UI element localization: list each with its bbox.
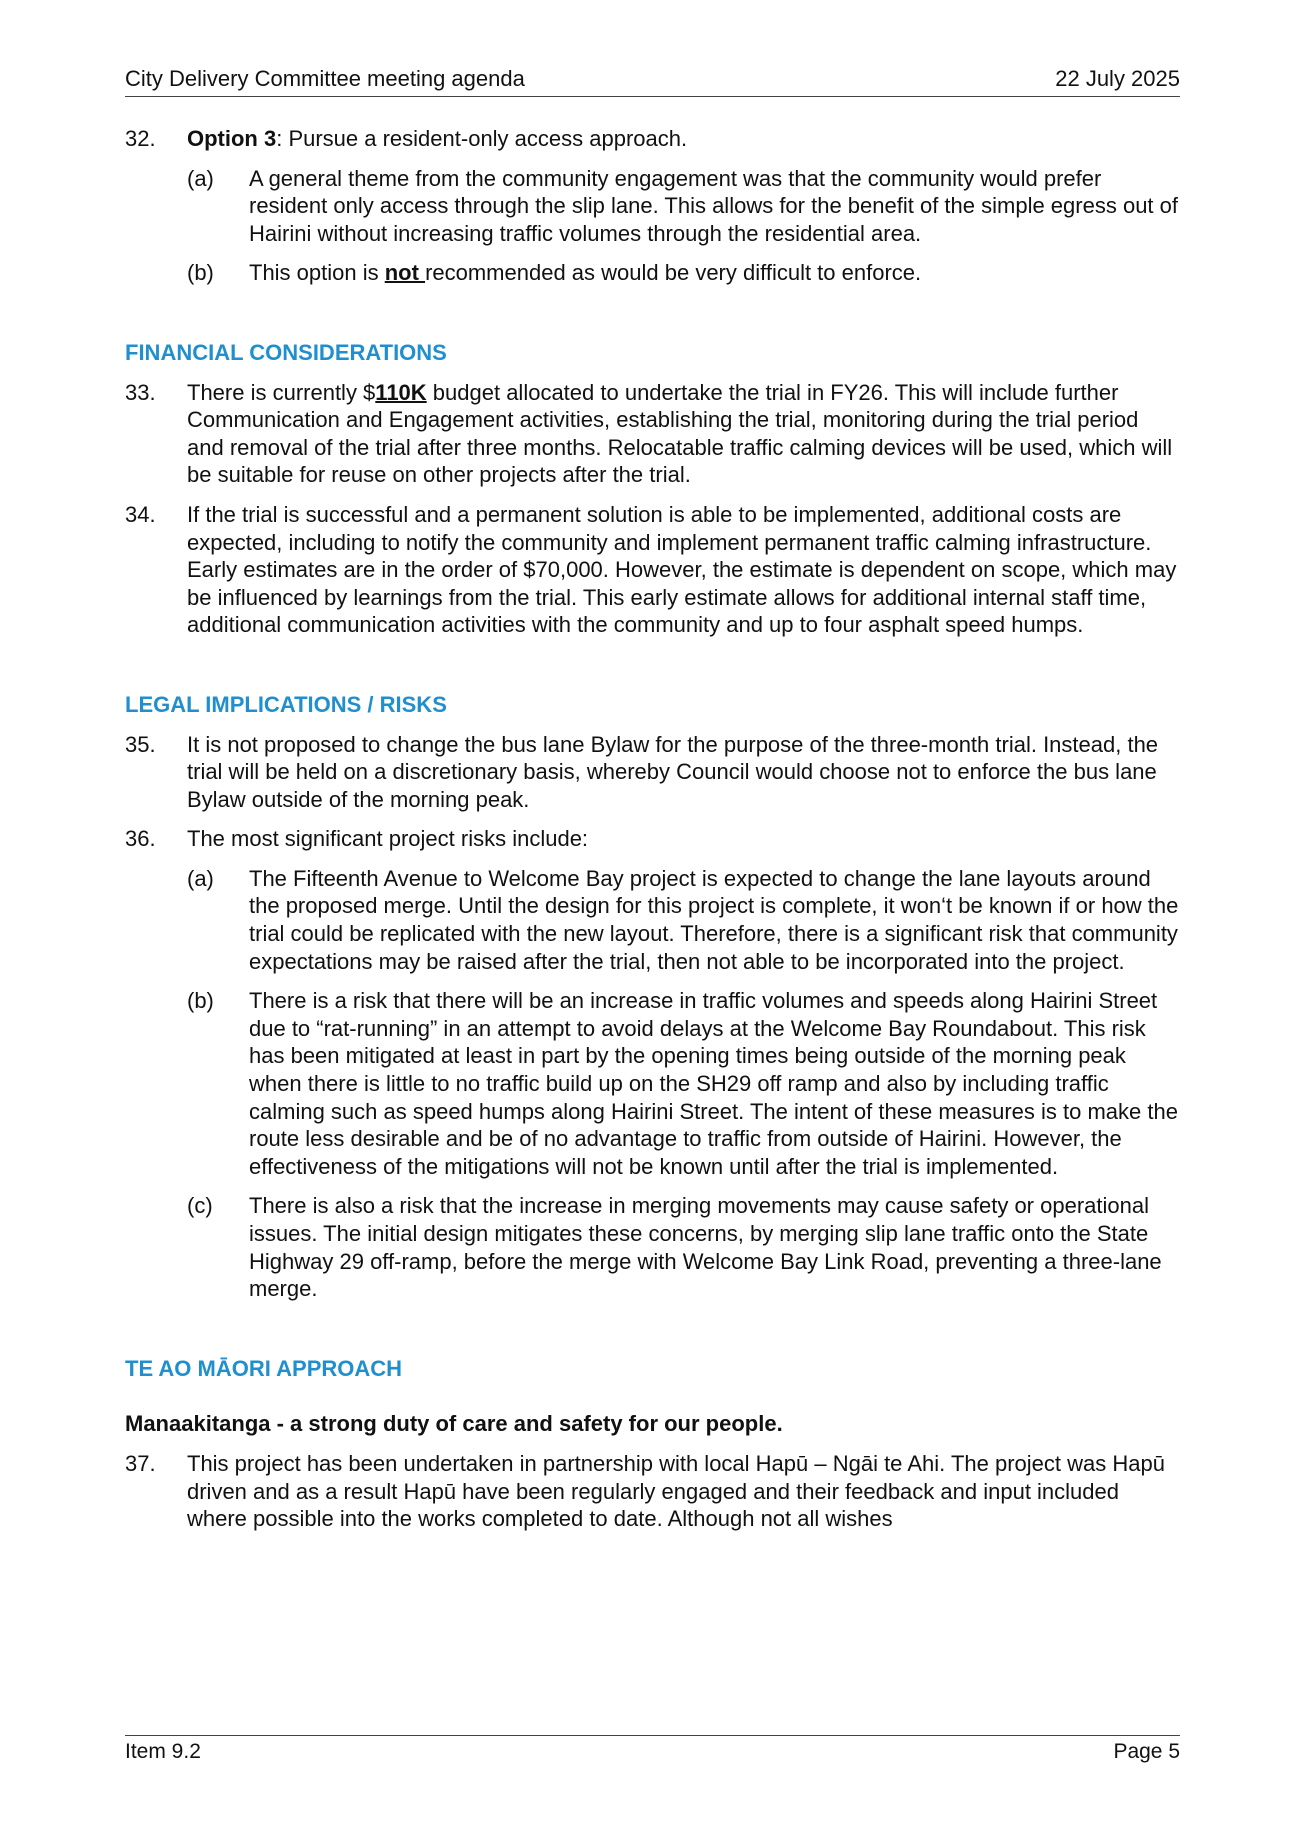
subparagraph-letter: (a) bbox=[187, 165, 214, 191]
subparagraph-32b bbox=[125, 259, 1180, 287]
section-heading-legal: LEGAL IMPLICATIONS / RISKS bbox=[125, 691, 447, 717]
paragraph-35 bbox=[125, 731, 1180, 814]
paragraph-number: 34. bbox=[125, 501, 156, 527]
paragraph-number: 36. bbox=[125, 826, 156, 852]
paragraph-32 bbox=[125, 125, 1180, 153]
subparagraph-36b bbox=[125, 987, 1180, 1180]
subheading-manaakitanga: Manaakitanga - a strong duty of care and safety for our people. bbox=[125, 1411, 783, 1437]
paragraph-number: 37. bbox=[125, 1450, 156, 1476]
subparagraph-letter: (b) bbox=[187, 260, 214, 286]
header-title: City Delivery Committee meeting agenda bbox=[125, 66, 525, 91]
paragraph-36 bbox=[125, 825, 1180, 853]
subparagraph-36c bbox=[125, 1192, 1180, 1302]
budget-amount: 110K bbox=[375, 379, 427, 405]
paragraph-text: This project has been undertaken in partnership with local Hapū – Ngāi te Ahi. The project was Hapū driven and as a result Hapū have been regularly engaged and their feedback and input included where possible into the works completed to date. Although not all wishes bbox=[187, 1450, 1165, 1532]
emphasis-not: not bbox=[384, 260, 426, 286]
paragraph-text-pre: There is currently $ bbox=[187, 379, 376, 405]
page-footer bbox=[125, 1735, 1180, 1766]
paragraph-text: : Pursue a resident-only access approach. bbox=[276, 126, 688, 151]
page-header bbox=[125, 66, 1180, 97]
subparagraph-32a bbox=[125, 165, 1180, 248]
paragraph-34 bbox=[125, 501, 1180, 639]
footer-page-number: Page 5 bbox=[1113, 1740, 1180, 1763]
subparagraph-letter: (c) bbox=[187, 1193, 213, 1219]
document-page bbox=[125, 0, 1180, 1823]
section-heading-te-ao-maori: TE AO MĀORI APPROACH bbox=[125, 1355, 403, 1381]
option-label: Option 3 bbox=[187, 126, 277, 151]
footer-item: Item 9.2 bbox=[125, 1740, 201, 1763]
subparagraph-text-pre: This option is bbox=[249, 260, 385, 286]
subparagraph-letter: (a) bbox=[187, 865, 214, 891]
subparagraph-36a bbox=[125, 865, 1180, 975]
subparagraph-text: There is also a risk that the increase in merging movements may cause safety or operational issues. The initial design mitigates these concerns, by merging slip lane traffic onto the State Highway 29 off-ramp, before the merge with Welcome Bay Link Road, preventing a three-lane merge. bbox=[249, 1193, 1162, 1302]
paragraph-33 bbox=[125, 379, 1180, 489]
paragraph-text: It is not proposed to change the bus lane Bylaw for the purpose of the three-month trial. Instead, the trial will be held on a discretionary basis, whereby Council would choose not to enforce the bus lane Bylaw outside of the morning peak. bbox=[187, 731, 1159, 812]
subparagraph-text: The Fifteenth Avenue to Welcome Bay project is expected to change the lane layouts around the proposed merge. Until the design for this project is complete, it won‘t be known if or how the trial could be replicated with the new layout. Therefore, there is a significant risk that community expectations may be raised after the trial, then not able to be incorporated into the project. bbox=[249, 865, 1179, 974]
section-heading-financial: FINANCIAL CONSIDERATIONS bbox=[125, 339, 447, 365]
header-date: 22 July 2025 bbox=[1055, 66, 1180, 91]
paragraph-text: If the trial is successful and a permanent solution is able to be implemented, additional costs are expected, including to notify the community and implement permanent traffic calming infrastructure. Early estimates are in the order of $70,000. However, the estimate is dependent on scope, which may be influenced by learnings from the trial. This early estimate allows for additional internal staff time, additional communication activities with the community and up to four asphalt speed humps. bbox=[187, 501, 1177, 638]
subparagraph-text-post: recommended as would be very difficult to enforce. bbox=[425, 260, 922, 286]
paragraph-text-post: budget allocated to undertake the trial in FY26. This will include further Communication and Engagement activities, establishing the trial, monitoring during the trial period and removal of the trial after three months. Relocatable traffic calming devices will be used, which will be suitable for reuse on other projects after the trial. bbox=[187, 379, 1173, 488]
paragraph-number: 33. bbox=[125, 379, 156, 405]
paragraph-37 bbox=[125, 1450, 1180, 1533]
subparagraph-text: A general theme from the community engagement was that the community would prefer resident only access through the slip lane. This allows for the benefit of the simple egress out of Hairini without increasing traffic volumes through the residential area. bbox=[249, 165, 1178, 246]
document-body bbox=[125, 125, 1180, 1545]
paragraph-text: The most significant project risks include: bbox=[187, 826, 589, 852]
paragraph-number: 35. bbox=[125, 731, 156, 757]
subparagraph-text: There is a risk that there will be an increase in traffic volumes and speeds along Hairini Street due to “rat-running” in an attempt to avoid delays at the Welcome Bay Roundabout. This risk has been mitigated at least in part by the opening times being outside of the morning peak when there is little to no traffic build up on the SH29 off ramp and also by including traffic calming such as speed humps along Hairini Street. The intent of these measures is to make the route less desirable and be of no advantage to traffic from outside of Hairini. However, the effectiveness of the mitigations will not be known until after the trial is implemented. bbox=[249, 988, 1178, 1179]
subparagraph-letter: (b) bbox=[187, 988, 214, 1014]
paragraph-number: 32. bbox=[125, 126, 156, 151]
